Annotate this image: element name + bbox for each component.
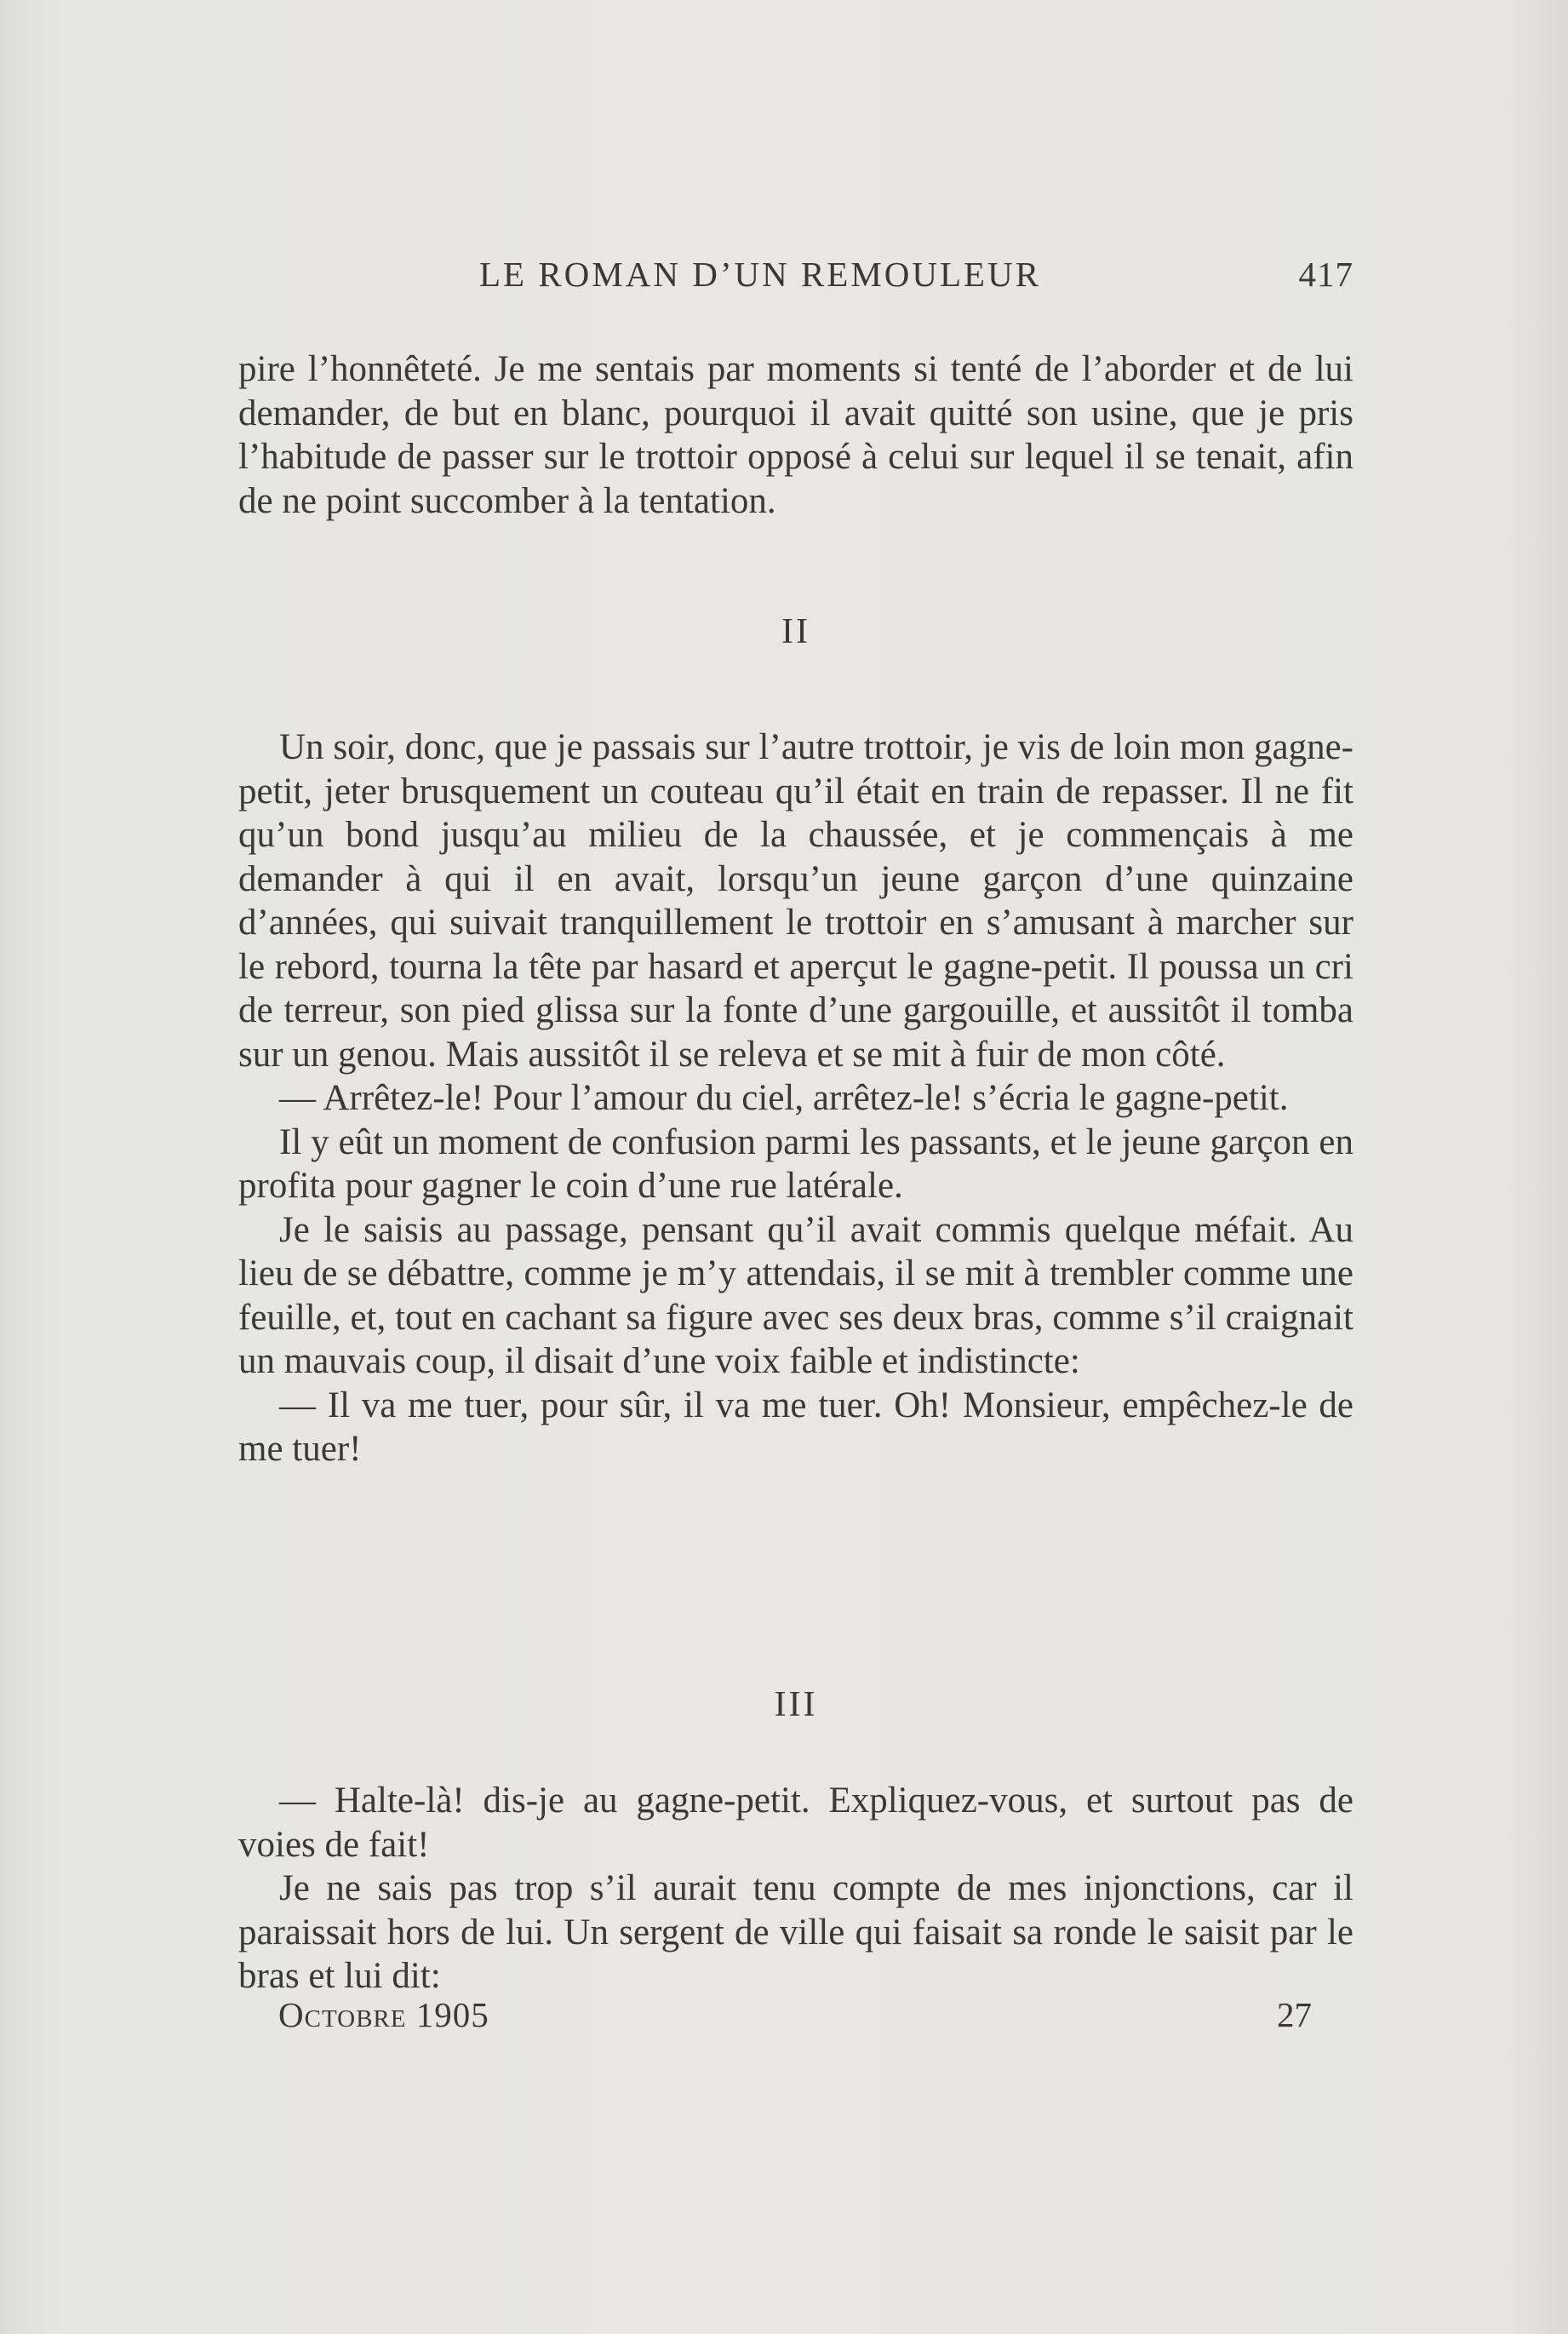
text-block-continuation [238,347,1353,523]
paragraph: pire l’honnêteté. Je me sentais par moments si tenté de l’aborder et de lui demander, de but en blanc, pourquoi il avait quitté son usine, que je pris l’habitude de passer sur le trottoir opposé à celui sur lequel il se tenait, afin de ne point succomber à la tentation. [238,349,1353,521]
text-block-section-ii [238,725,1353,1471]
paragraph: Il y eût un moment de confusion parmi les passants, et le jeune garçon en profita pour gagner le coin d’une rue latérale. [238,1121,1353,1206]
page-header [238,254,1353,305]
paragraph: Je le saisis au passage, pensant qu’il avait commis quelque méfait. Au lieu de se débattre, comme je m’y attendais, il se mit à trembler comme une feuille, et, tout en cachant sa figure avec ses deux bras, comme s’il craignait un mauvais coup, il disait d’une voix faible et indistincte: [238,1209,1353,1381]
text-block-section-iii [238,1779,1353,1999]
issue-date: Octobre 1905 [278,1995,489,2034]
section-heading-iii: III [774,1685,818,1724]
running-title: LE ROMAN D’UN REMOULEUR [479,255,1042,294]
paragraph: — Halte-là! dis-je au gagne-petit. Expliquez-vous, et surtout pas de voies de fait! [238,1781,1353,1865]
page-number: 417 [1298,255,1353,294]
signature-mark: 27 [1277,1995,1312,2034]
section-heading-ii: II [781,612,810,651]
paragraph: — Arrêtez-le! Pour l’amour du ciel, arrêtez-le! s’écria le gagne-petit. [279,1078,1289,1118]
paragraph: Je ne sais pas trop s’il aurait tenu compte de mes injonctions, car il paraissait hors de lui. Un sergent de ville qui faisait sa ronde le saisit par le bras et lui dit: [238,1868,1353,1996]
paragraph: Un soir, donc, que je passais sur l’autre trottoir, je vis de loin mon gagne-petit, jeter brusquement un couteau qu’il était en train de repasser. Il ne fit qu’un bond jusqu’au milieu de la chaussée, et je commençais à me demander à qui il en avait, lorsqu’un jeune garçon d’une quinzaine d’années, qui suivait tranquillement le trottoir en s’amusant à marcher sur le rebord, tourna la tête par hasard et aperçut le gagne-petit. Il poussa un cri de terreur, son pied glissa sur la fonte d’une gargouille, et aussitôt il tomba sur un genou. Mais aussitôt il se releva et se mit à fuir de mon côté. [238,727,1353,1075]
paragraph: — Il va me tuer, pour sûr, il va me tuer. Oh! Monsieur, empêchez-le de me tuer! [238,1385,1353,1469]
